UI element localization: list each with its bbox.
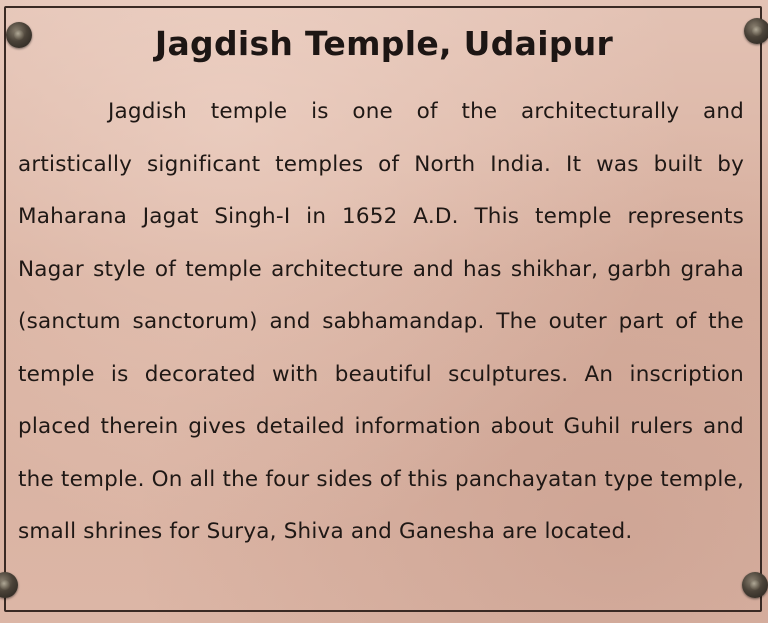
bolt-icon (742, 572, 768, 598)
plaque-body-text: Jagdish temple is one of the architecturally and artistically significant temples of North India. It was built by Maharana Jagat Singh-I in 1652 A.D. This temple represents Nagar style of temple architecture and has shikhar, garbh graha (sanctum sanctorum) and sabhamandap. The outer part of the temple is decorated with beautiful sculptures. An inscription placed therein gives detailed information about Guhil rulers and the temple. On all the four sides of this panchayatan type temple, small shrines for Surya, Shiva and Ganesha are located. (18, 99, 744, 544)
plaque-title: Jagdish Temple, Udaipur (154, 24, 614, 63)
